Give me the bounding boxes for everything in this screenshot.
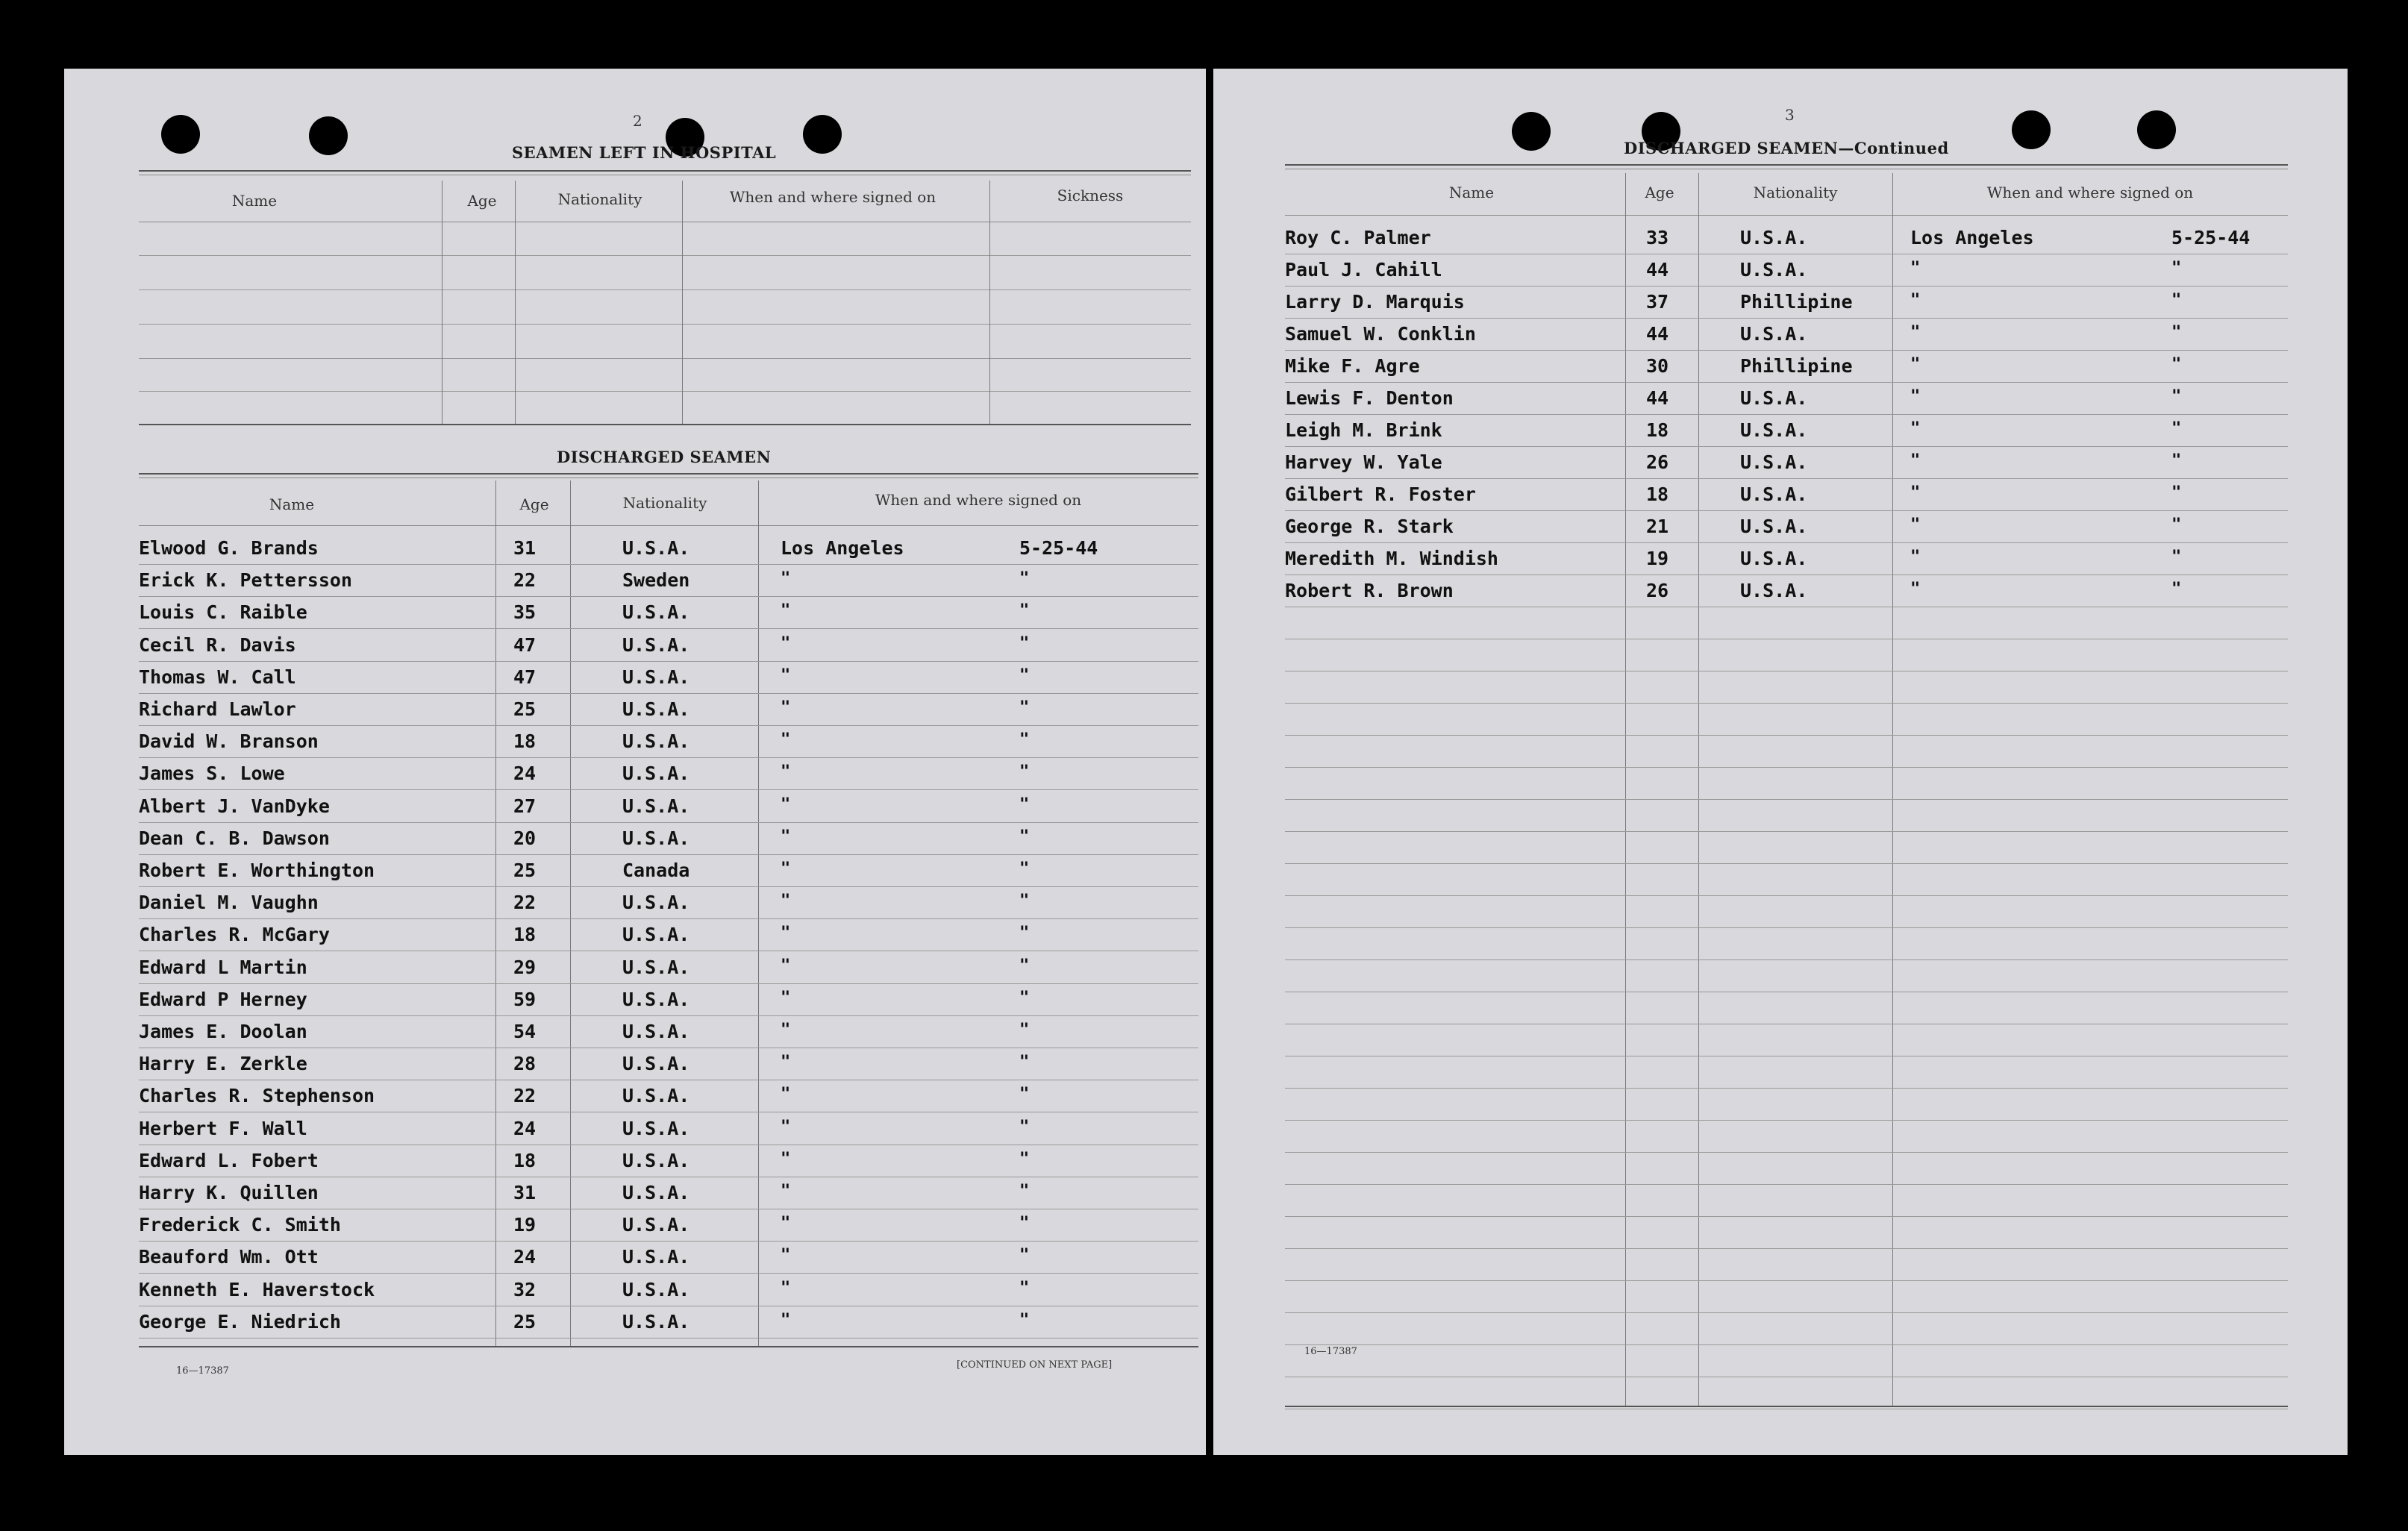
signed-on-place: Los Angeles <box>781 537 904 559</box>
seaman-name: Daniel M. Vaughn <box>139 892 319 914</box>
hospital-title: SEAMEN LEFT IN HOSPITAL <box>512 143 777 162</box>
ruled-line <box>1285 318 2288 319</box>
seaman-name: Dean C. B. Dawson <box>139 827 330 849</box>
ruled-line <box>139 1338 1198 1339</box>
signed-on-date: " <box>2171 323 2182 342</box>
ruled-line <box>1285 1312 2288 1313</box>
signed-on-place: " <box>1910 451 1921 470</box>
ruled-line <box>1285 1120 2288 1121</box>
seaman-name: Roy C. Palmer <box>1285 227 1431 248</box>
signed-on-date: " <box>1019 892 1030 911</box>
ruled-line <box>1285 767 2288 768</box>
discharged-header-name: Name <box>269 495 315 513</box>
signed-on-date: " <box>2171 259 2182 278</box>
signed-on-date: " <box>1019 1182 1030 1200</box>
seaman-name: Lewis F. Denton <box>1285 387 1454 409</box>
ruled-line <box>1285 414 2288 415</box>
signed-on-date: " <box>1019 633 1030 653</box>
ruled-line <box>1285 831 2288 832</box>
punch-hole <box>2012 110 2051 149</box>
ruled-line <box>1285 1088 2288 1089</box>
seaman-name: Larry D. Marquis <box>1285 291 1465 313</box>
seaman-age: 31 <box>513 537 537 559</box>
discharged-header-nationality: Nationality <box>622 494 707 512</box>
seaman-nationality: U.S.A. <box>1740 548 1808 569</box>
seaman-name: Louis C. Raible <box>139 601 307 624</box>
seaman-name: James E. Doolan <box>139 1021 307 1042</box>
signed-on-date: " <box>1019 698 1030 717</box>
signed-on-place: " <box>1910 548 1921 566</box>
page-number: 3 <box>1785 106 1795 124</box>
signed-on-place: " <box>1910 387 1921 406</box>
signed-on-place: " <box>781 1310 791 1330</box>
ruled-line <box>139 1241 1198 1242</box>
signed-on-place: " <box>1910 291 1921 310</box>
seaman-name: Harvey W. Yale <box>1285 451 1442 473</box>
seaman-age: 31 <box>513 1182 537 1203</box>
seaman-age: 35 <box>513 601 537 624</box>
ruled-line <box>1285 703 2288 704</box>
seaman-nationality: U.S.A. <box>622 1021 690 1042</box>
ruled-line <box>139 918 1198 919</box>
seaman-name: Samuel W. Conklin <box>1285 323 1476 345</box>
seaman-nationality: U.S.A. <box>622 763 690 785</box>
seaman-name: James S. Lowe <box>139 763 285 785</box>
signed-on-date: " <box>1019 1246 1030 1265</box>
seaman-age: 20 <box>513 827 537 849</box>
punch-hole <box>2137 110 2176 149</box>
signed-on-date: " <box>1019 1214 1030 1233</box>
ruled-line <box>1285 735 2288 736</box>
seaman-name: Edward L. Fobert <box>139 1149 319 1171</box>
signed-on-date: " <box>1019 827 1030 846</box>
seaman-nationality: U.S.A. <box>1740 387 1808 409</box>
signed-on-date: " <box>1019 601 1030 621</box>
signed-on-place: " <box>781 892 791 911</box>
signed-on-date: " <box>2171 580 2182 598</box>
seaman-nationality: U.S.A. <box>1740 516 1808 537</box>
signed-on-place: " <box>781 698 791 717</box>
signed-on-date: " <box>1019 1085 1030 1104</box>
seaman-age: 33 <box>1646 227 1669 248</box>
seaman-nationality: U.S.A. <box>622 1246 690 1268</box>
seaman-age: 25 <box>513 698 537 720</box>
signed-on-place: " <box>781 1246 791 1265</box>
header-age: Age <box>1645 184 1674 201</box>
hospital-header-sickness: Sickness <box>1057 187 1124 204</box>
seaman-nationality: Phillipine <box>1740 291 1853 313</box>
seaman-age: 24 <box>513 763 537 785</box>
discharged-header-age: Age <box>519 495 549 513</box>
seaman-name: Elwood G. Brands <box>139 537 319 559</box>
signed-on-date: " <box>2171 516 2182 534</box>
ruled-line <box>1285 1216 2288 1217</box>
seaman-nationality: U.S.A. <box>622 1182 690 1203</box>
seaman-age: 30 <box>1646 355 1669 377</box>
seaman-age: 19 <box>1646 548 1669 569</box>
signed-on-date: 5-25-44 <box>2171 227 2251 248</box>
seaman-age: 18 <box>513 730 537 753</box>
punch-hole <box>309 116 348 155</box>
signed-on-place: " <box>781 1053 791 1072</box>
ruled-line <box>139 564 1198 565</box>
ruled-line <box>1285 478 2288 479</box>
signed-on-place: " <box>781 956 791 975</box>
signed-on-date: " <box>1019 988 1030 1007</box>
signed-on-date: " <box>2171 291 2182 310</box>
seaman-nationality: Canada <box>622 860 690 881</box>
seaman-name: Edward L Martin <box>139 956 307 978</box>
discharged-continued-title: DISCHARGED SEAMEN—Continued <box>1624 139 1949 157</box>
signed-on-place: " <box>781 860 791 878</box>
seaman-name: Meredith M. Windish <box>1285 548 1498 569</box>
seaman-name: Charles R. Stephenson <box>139 1085 375 1107</box>
seaman-nationality: U.S.A. <box>622 1214 690 1236</box>
ruled-line <box>139 693 1198 694</box>
ruled-line <box>139 789 1198 790</box>
seaman-nationality: U.S.A. <box>622 730 690 753</box>
seaman-nationality: U.S.A. <box>1740 419 1808 441</box>
punch-hole <box>803 115 842 154</box>
signed-on-date: " <box>2171 419 2182 438</box>
punch-hole <box>1512 112 1551 151</box>
signed-on-date: " <box>1019 1117 1030 1136</box>
signed-on-date: " <box>2171 387 2182 406</box>
seaman-nationality: U.S.A. <box>622 988 690 1010</box>
signed-on-date: " <box>2171 451 2182 470</box>
seaman-name: George R. Stark <box>1285 516 1454 537</box>
signed-on-date: " <box>1019 1278 1030 1297</box>
ruled-line <box>1285 959 2288 960</box>
seaman-age: 44 <box>1646 323 1669 345</box>
seaman-name: Harry E. Zerkle <box>139 1053 307 1075</box>
seaman-nationality: U.S.A. <box>622 1053 690 1075</box>
ruled-line <box>139 596 1198 597</box>
signed-on-date: " <box>2171 548 2182 566</box>
ruled-line <box>139 661 1198 662</box>
header-nationality: Nationality <box>1753 184 1838 201</box>
seaman-name: Frederick C. Smith <box>139 1214 341 1236</box>
seaman-age: 37 <box>1646 291 1669 313</box>
signed-on-place: " <box>781 1278 791 1297</box>
seaman-age: 26 <box>1646 580 1669 601</box>
seaman-nationality: U.S.A. <box>1740 323 1808 345</box>
signed-on-date: " <box>1019 795 1030 814</box>
signed-on-date: " <box>1019 763 1030 782</box>
seaman-nationality: U.S.A. <box>622 1085 690 1107</box>
signed-on-place: " <box>781 827 791 846</box>
seaman-age: 18 <box>1646 483 1669 505</box>
ruled-line <box>1285 1344 2288 1345</box>
seaman-age: 22 <box>513 1085 537 1107</box>
seaman-age: 44 <box>1646 259 1669 281</box>
signed-on-place: " <box>781 1021 791 1039</box>
discharged-header-signed-on: When and where signed on <box>875 491 1082 509</box>
seaman-age: 22 <box>513 892 537 914</box>
seaman-name: Thomas W. Call <box>139 666 296 688</box>
seaman-nationality: U.S.A. <box>622 601 690 624</box>
signed-on-place: " <box>781 569 791 589</box>
ruled-line <box>139 854 1198 855</box>
continued-note: [CONTINUED ON NEXT PAGE] <box>957 1359 1113 1371</box>
ruled-line <box>1285 863 2288 864</box>
seaman-age: 22 <box>513 569 537 592</box>
signed-on-date: " <box>1019 1310 1030 1330</box>
seaman-age: 54 <box>513 1021 537 1042</box>
signed-on-date: " <box>1019 1149 1030 1168</box>
seaman-age: 59 <box>513 988 537 1010</box>
signed-on-place: Los Angeles <box>1910 227 2034 248</box>
seaman-age: 25 <box>513 1310 537 1333</box>
seaman-age: 26 <box>1646 451 1669 473</box>
ruled-line <box>1285 1152 2288 1153</box>
signed-on-date: " <box>2171 483 2182 502</box>
signed-on-date: " <box>1019 956 1030 975</box>
signed-on-place: " <box>1910 483 1921 502</box>
seaman-nationality: U.S.A. <box>622 1278 690 1300</box>
signed-on-place: " <box>781 1149 791 1168</box>
seaman-nationality: Sweden <box>622 569 690 592</box>
page-number: 2 <box>633 112 642 130</box>
signed-on-place: " <box>781 1117 791 1136</box>
signed-on-date: " <box>1019 730 1030 750</box>
seaman-name: Herbert F. Wall <box>139 1117 307 1139</box>
seaman-name: Gilbert R. Foster <box>1285 483 1476 505</box>
seaman-name: Robert R. Brown <box>1285 580 1454 601</box>
ruled-line <box>1285 1248 2288 1249</box>
signed-on-place: " <box>1910 355 1921 374</box>
hospital-header-nationality: Nationality <box>557 190 642 208</box>
seaman-nationality: Phillipine <box>1740 355 1853 377</box>
seaman-age: 24 <box>513 1117 537 1139</box>
ruled-line <box>1285 510 2288 511</box>
seaman-nationality: U.S.A. <box>622 892 690 914</box>
seaman-age: 18 <box>513 924 537 946</box>
signed-on-place: " <box>1910 419 1921 438</box>
ruled-line <box>1285 350 2288 351</box>
seaman-age: 27 <box>513 795 537 817</box>
seaman-age: 25 <box>513 860 537 881</box>
seaman-age: 32 <box>513 1278 537 1300</box>
header-name: Name <box>1448 184 1495 201</box>
seaman-nationality: U.S.A. <box>622 795 690 817</box>
signed-on-date: " <box>1019 1021 1030 1039</box>
ruled-line <box>1285 799 2288 800</box>
signed-on-place: " <box>781 988 791 1007</box>
seaman-name: Beauford Wm. Ott <box>139 1246 319 1268</box>
seaman-nationality: U.S.A. <box>1740 451 1808 473</box>
seaman-name: Erick K. Pettersson <box>139 569 352 592</box>
seaman-name: Charles R. McGary <box>139 924 330 946</box>
ruled-line <box>139 725 1198 726</box>
seaman-age: 44 <box>1646 387 1669 409</box>
seaman-age: 21 <box>1646 516 1669 537</box>
signed-on-place: " <box>1910 516 1921 534</box>
seaman-age: 47 <box>513 633 537 656</box>
seaman-name: Cecil R. Davis <box>139 633 296 656</box>
ruled-line <box>1285 286 2288 287</box>
ruled-line <box>139 757 1198 758</box>
seaman-name: Kenneth E. Haverstock <box>139 1278 375 1300</box>
signed-on-date: " <box>1019 924 1030 943</box>
seaman-nationality: U.S.A. <box>622 827 690 849</box>
signed-on-date: " <box>2171 355 2182 374</box>
seaman-nationality: U.S.A. <box>1740 580 1808 601</box>
seaman-name: George E. Niedrich <box>139 1310 341 1333</box>
seaman-age: 24 <box>513 1246 537 1268</box>
seaman-nationality: U.S.A. <box>622 1310 690 1333</box>
seaman-age: 18 <box>1646 419 1669 441</box>
seaman-nationality: U.S.A. <box>622 698 690 720</box>
ruled-line <box>139 628 1198 629</box>
seaman-name: Edward P Herney <box>139 988 307 1010</box>
signed-on-place: " <box>781 601 791 621</box>
ruled-line <box>139 1015 1198 1016</box>
ruled-line <box>139 1273 1198 1274</box>
seaman-name: David W. Branson <box>139 730 319 753</box>
seaman-nationality: U.S.A. <box>622 1117 690 1139</box>
signed-on-date: " <box>1019 666 1030 685</box>
ruled-line <box>1285 574 2288 575</box>
seaman-name: Paul J. Cahill <box>1285 259 1442 281</box>
seaman-nationality: U.S.A. <box>622 666 690 688</box>
discharged-title: DISCHARGED SEAMEN <box>557 448 772 466</box>
seaman-age: 18 <box>513 1149 537 1171</box>
header-signed-on: When and where signed on <box>1986 184 2194 201</box>
seaman-name: Albert J. VanDyke <box>139 795 330 817</box>
ruled-line <box>139 886 1198 887</box>
ruled-line <box>1285 895 2288 896</box>
hospital-header-age: Age <box>467 192 497 210</box>
seaman-nationality: U.S.A. <box>622 537 690 559</box>
seaman-nationality: U.S.A. <box>1740 483 1808 505</box>
signed-on-place: " <box>781 763 791 782</box>
signed-on-place: " <box>1910 323 1921 342</box>
ruled-line <box>139 983 1198 984</box>
seaman-age: 29 <box>513 956 537 978</box>
signed-on-date: " <box>1019 569 1030 589</box>
signed-on-place: " <box>781 795 791 814</box>
seaman-age: 28 <box>513 1053 537 1075</box>
seaman-nationality: U.S.A. <box>622 924 690 946</box>
seaman-age: 19 <box>513 1214 537 1236</box>
signed-on-place: " <box>781 666 791 685</box>
ruled-line <box>1285 542 2288 543</box>
seaman-age: 47 <box>513 666 537 688</box>
hospital-header-name: Name <box>231 192 278 210</box>
ruled-line <box>1285 927 2288 928</box>
ruled-line <box>1285 1280 2288 1281</box>
seaman-nationality: U.S.A. <box>1740 259 1808 281</box>
seaman-name: Harry K. Quillen <box>139 1182 319 1203</box>
signed-on-place: " <box>781 1182 791 1200</box>
form-number: 16—17387 <box>1304 1346 1357 1357</box>
ruled-line <box>1285 1184 2288 1185</box>
signed-on-place: " <box>781 1085 791 1104</box>
seaman-nationality: U.S.A. <box>622 633 690 656</box>
ruled-line <box>139 822 1198 823</box>
seaman-name: Richard Lawlor <box>139 698 296 720</box>
right-page <box>1213 69 2348 1455</box>
signed-on-place: " <box>781 730 791 750</box>
seaman-name: Leigh M. Brink <box>1285 419 1442 441</box>
seaman-name: Robert E. Worthington <box>139 860 375 881</box>
signed-on-place: " <box>781 924 791 943</box>
signed-on-place: " <box>781 633 791 653</box>
signed-on-place: " <box>781 1214 791 1233</box>
signed-on-place: " <box>1910 259 1921 278</box>
form-number: 16—17387 <box>176 1365 229 1377</box>
seaman-name: Mike F. Agre <box>1285 355 1420 377</box>
signed-on-place: " <box>1910 580 1921 598</box>
signed-on-date: " <box>1019 860 1030 878</box>
hospital-header-signed-on: When and where signed on <box>729 188 936 206</box>
signed-on-date: 5-25-44 <box>1019 537 1098 559</box>
punch-hole <box>161 115 200 154</box>
seaman-nationality: U.S.A. <box>1740 227 1808 248</box>
signed-on-date: " <box>1019 1053 1030 1072</box>
seaman-nationality: U.S.A. <box>622 1149 690 1171</box>
ruled-line <box>1285 382 2288 383</box>
seaman-nationality: U.S.A. <box>622 956 690 978</box>
ruled-line <box>1285 446 2288 447</box>
left-page <box>64 69 1206 1455</box>
